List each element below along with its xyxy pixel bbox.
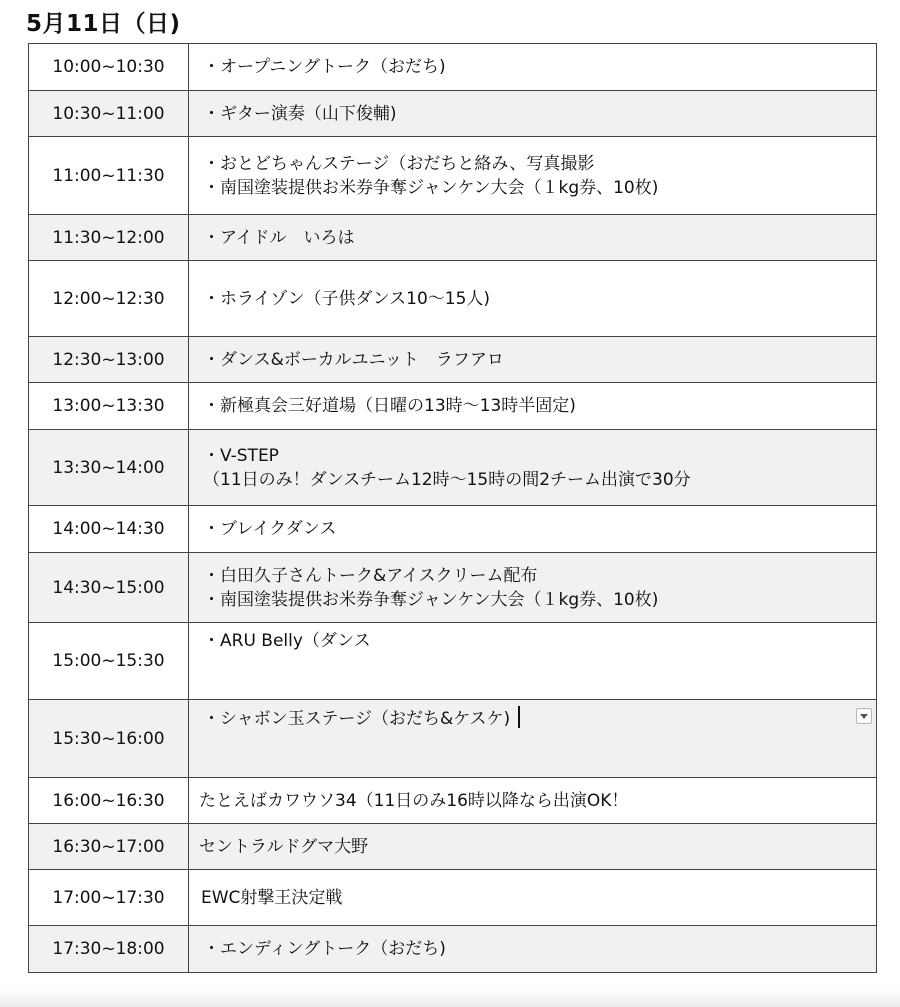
event-line: ・おとどちゃんステージ（おだちと絡み、写真撮影 — [203, 153, 595, 174]
event-cell[interactable] — [189, 506, 877, 553]
table-row[interactable] — [29, 700, 877, 778]
cell-dropdown-button[interactable] — [856, 708, 872, 724]
time-cell[interactable]: 17:30~18:00 — [29, 926, 189, 973]
time-cell[interactable]: 11:00~11:30 — [29, 137, 189, 215]
time-cell[interactable]: 14:30~15:00 — [29, 553, 189, 623]
time-cell[interactable]: 15:00~15:30 — [29, 623, 189, 700]
event-cell[interactable] — [189, 778, 877, 824]
event-line: ・オープニングトーク（おだち) — [203, 57, 446, 77]
event-line: ・ギター演奏（山下俊輔) — [203, 103, 397, 124]
table-row[interactable] — [29, 778, 877, 824]
time-cell[interactable]: 13:00~13:30 — [29, 383, 189, 430]
event-line: ・南国塗装提供お米券争奪ジャンケン大会（１kg券、10枚) — [203, 589, 659, 610]
event-line: ・V-STEP — [203, 445, 279, 466]
time-cell[interactable]: 12:30~13:00 — [29, 337, 189, 383]
table-row[interactable] — [29, 215, 877, 261]
table-row[interactable] — [29, 430, 877, 506]
event-line: ・南国塗装提供お米券争奪ジャンケン大会（１kg券、10枚) — [203, 177, 659, 198]
event-line: ・ホライゾン（子供ダンス10〜15人) — [203, 288, 491, 309]
event-line: ・白田久子さんトーク&アイスクリーム配布 — [203, 565, 538, 586]
event-line-text: ・シャボン玉ステージ（おだち&ケスケ) — [203, 709, 511, 729]
event-cell[interactable] — [189, 44, 877, 91]
event-line: ・エンディングトーク（おだち) — [203, 939, 446, 959]
time-cell[interactable]: 15:30~16:00 — [29, 700, 189, 778]
event-line: ・ブレイクダンス — [203, 519, 337, 539]
event-line: ・アイドル いろは — [203, 227, 355, 248]
event-line: ・ダンス&ボーカルユニット ラフアロ — [203, 349, 504, 370]
table-row[interactable] — [29, 553, 877, 623]
time-cell[interactable]: 17:00~17:30 — [29, 870, 189, 926]
event-cell[interactable] — [189, 870, 877, 926]
table-row[interactable] — [29, 383, 877, 430]
chevron-down-icon — [860, 714, 868, 719]
table-row[interactable] — [29, 91, 877, 137]
bottom-shadow — [0, 989, 900, 1007]
event-cell[interactable] — [189, 215, 877, 261]
table-row[interactable] — [29, 44, 877, 91]
table-row[interactable] — [29, 261, 877, 337]
event-line — [203, 706, 876, 731]
event-cell[interactable] — [189, 137, 877, 215]
table-row[interactable] — [29, 926, 877, 973]
time-cell[interactable]: 11:30~12:00 — [29, 215, 189, 261]
time-cell[interactable]: 16:30~17:00 — [29, 824, 189, 870]
event-cell[interactable] — [189, 623, 877, 700]
table-row[interactable] — [29, 870, 877, 926]
time-cell[interactable]: 14:00~14:30 — [29, 506, 189, 553]
event-cell[interactable] — [189, 553, 877, 623]
event-cell[interactable] — [189, 337, 877, 383]
event-line: EWC射撃王決定戦 — [201, 887, 343, 908]
time-cell[interactable]: 16:00~16:30 — [29, 778, 189, 824]
table-row[interactable] — [29, 506, 877, 553]
event-cell[interactable] — [189, 824, 877, 870]
table-row[interactable] — [29, 623, 877, 700]
time-cell[interactable]: 13:30~14:00 — [29, 430, 189, 506]
page-title: 5月11日（日) — [26, 11, 181, 37]
event-cell[interactable] — [189, 261, 877, 337]
event-cell-active[interactable] — [189, 700, 877, 778]
schedule-table — [28, 43, 877, 973]
event-line: ・ARU Belly（ダンス — [203, 631, 371, 651]
event-line: ・新極真会三好道場（日曜の13時〜13時半固定) — [203, 396, 576, 416]
table-row[interactable] — [29, 824, 877, 870]
table-row[interactable] — [29, 137, 877, 215]
event-line: たとえばカワウソ34（11日のみ16時以降なら出演OK！ — [199, 790, 629, 811]
time-cell[interactable]: 10:30~11:00 — [29, 91, 189, 137]
event-cell[interactable] — [189, 430, 877, 506]
time-cell[interactable]: 12:00~12:30 — [29, 261, 189, 337]
table-row[interactable] — [29, 337, 877, 383]
event-cell[interactable] — [189, 926, 877, 973]
event-cell[interactable] — [189, 91, 877, 137]
event-cell[interactable] — [189, 383, 877, 430]
event-line: セントラルドグマ大野 — [199, 836, 369, 857]
event-line: （11日のみ！ダンスチーム12時〜15時の間2チーム出演で30分 — [203, 469, 691, 490]
text-cursor — [518, 706, 520, 728]
time-cell[interactable]: 10:00~10:30 — [29, 44, 189, 91]
